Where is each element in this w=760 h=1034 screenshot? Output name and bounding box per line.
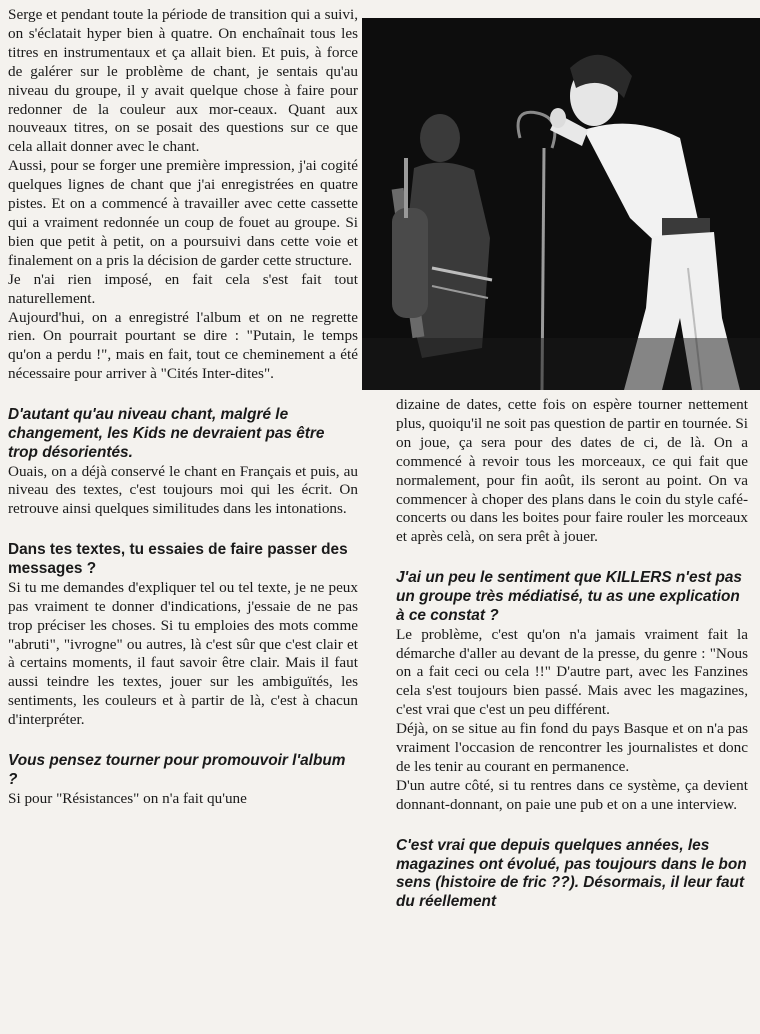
concert-photo [362,18,760,390]
interview-question: D'autant qu'au niveau chant, malgré le changement, les Kids ne devraient pas être trop désorientés. [8,406,325,461]
spacer [396,815,748,837]
interview-answer: Déjà, on se situe au fin fond du pays Basque et on n'a pas vraiment l'occasion de rencontrer les journalistes et donc de les tenir au courant en permanence. [396,720,748,775]
left-column [8,6,358,809]
spacer [8,384,358,406]
paragraph: Aujourd'hui, on a enregistré l'album et on ne regrette rien. On pourrait pourtant se dire : "Putain, le temps qu'on a perdu !", mais en fait, tout ce cheminement a été nécessaire pour arriver à "Cités Inter-dites". [8,308,358,383]
interview-answer: D'un autre côté, si tu rentres dans ce système, ça devient donnant-donnant, on paie une pub et on a une interview. [396,776,748,813]
spacer [8,730,358,752]
concert-photo-icon [362,18,760,390]
interview-question: J'ai un peu le sentiment que KILLERS n'est pas un groupe très médiatisé, tu as une explication à ce constat ? [396,569,742,624]
interview-answer: Ouais, on a déjà conservé le chant en Français et puis, au niveau des textes, c'est toujours moi qui les écrit. On retrouve ainsi quelques similitudes dans les intonations. [8,462,358,518]
paragraph: Serge et pendant toute la période de transition qui a suivi, on s'éclatait hyper bien à quatre. On enchaînait tous les titres en instrumentaux et ça allait bien. Et puis, à force de galérer sur le problème de chant, je sentais qu'au niveau du groupe, il y avait quelque chose à faire pour redonner de la couleur aux mor-ceaux. Quant aux nouveaux titres, on se posait des questions sur ce que cela allait donner avec le chant. [8,6,358,156]
interview-question: Dans tes textes, tu essaies de faire passer des messages ? [8,541,348,578]
interview-answer: Si pour "Résistances" on n'a fait qu'une [8,789,247,807]
spacer [8,519,358,541]
paragraph: dizaine de dates, cette fois on espère tourner nettement plus, quoiqu'il ne soit pas question de partir en tournée. Si on joue, ça sera pour des dates de ci, de là. On a commencé à revoir tous les morceaux, ce qui fait que normalement, pour fin août, ils seront au point. On va commencer à choper des plans dans le coin du style café-concerts ou dans les boites pour faire rouler les morceaux et après celà, on sera prêt à jouer. [396,396,748,546]
interview-answer: Le problème, c'est qu'on n'a jamais vraiment fait la démarche d'aller au devant de la presse, du genre : "Nous on a fait ceci ou cela !!" D'autre part, avec les Fanzines cela s'est toujours bien passé. Mais avec les magazines, c'est vrai que c'est un peu différent. [396,625,748,719]
paragraph: Je n'ai rien imposé, en fait cela s'est fait tout naturellement. [8,270,358,307]
right-column [396,396,748,912]
interview-answer: Si tu me demandes d'expliquer tel ou tel texte, je ne peux pas vraiment te donner d'indications, j'essaie de ne pas trop préciser les choses. Si tu emploies des mots comme "abruti", "ivrogne" ou autres, là c'est sûr que c'est clair et à certains moments, il faut savoir être clair. Mais il faut aussi teindre les textes, jouer sur les ambiguïtés, les sentiments, les couleurs et à partir de là, c'est à chacun d'interpréter. [8,578,358,729]
paragraph: Aussi, pour se forger une première impression, j'ai cogité quelques lignes de chant que j'ai enregistrées en quatre pistes. Et on a commencé à travailler avec cette cassette qui a vraiment redonnée un coup de fouet au groupe. Si bien que petit à petit, on a poursuivi dans cette voie et finalement on a pris la décision de garder cette structure. [8,157,358,269]
interview-question: C'est vrai que depuis quelques années, les magazines ont évolué, pas toujours dans le bon sens (histoire de fric ??). Désormais, il leur faut du réellement [396,836,747,911]
spacer [396,547,748,569]
interview-question: Vous pensez tourner pour promouvoir l'album ? [8,752,346,788]
